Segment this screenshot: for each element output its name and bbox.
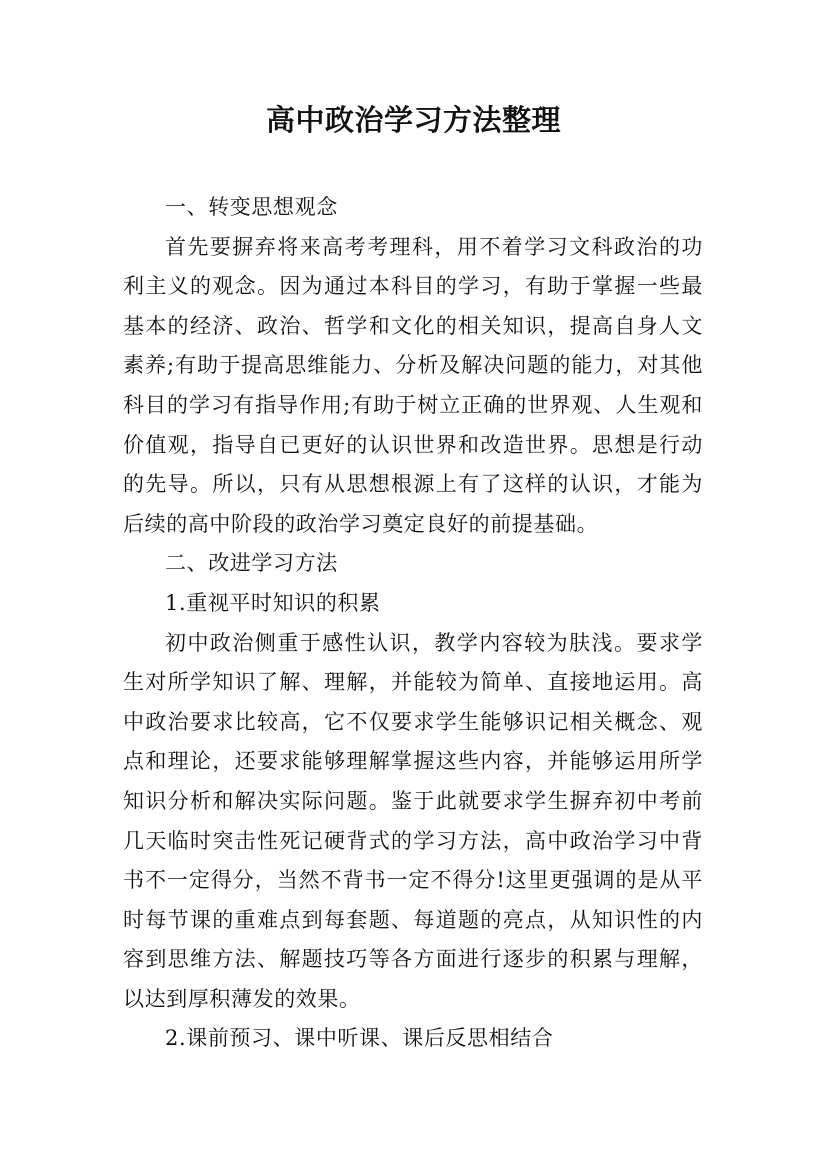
document-title: 高中政治学习方法整理 [265, 103, 561, 137]
subsection-heading-2: 2.课前预习、课中听课、课后反思相结合 [165, 1026, 554, 1051]
paragraph: 首先要摒弃将来高考考理科，用不着学习文科政治的功利主义的观念。因为通过本科目的学习，有助于掌握一些最基本的经济、政治、哲学和文化的相关知识，提高自身人文素养;有助于提高思维能力、分析及解决问题的能力，对其他科目的学习有指导作用;有助于树立正确的世界观、人生观和价值观，指导自已更好的认识世界和改造世界。思想是行动的先导。所以，只有从思想根源上有了这样的认识，才能为后续的高中阶段的政治学习奠定良好的前提基础。 [123, 234, 703, 536]
section-heading-1: 一、转变思想观念 [165, 195, 338, 219]
paragraph: 初中政治侧重于感性认识，教学内容较为肤浅。要求学生对所学知识了解、理解，并能较为简单、直接地运用。高中政治要求比较高，它不仅要求学生能够识记相关概念、观点和理论，还要求能够理解掌握这些内容，并能够运用所学知识分析和解决实际问题。鉴于此就要求学生摒弃初中考前几天临时突击性死记硬背式的学习方法，高中政治学习中背书不一定得分，当然不背书一定不得分!这里更强调的是从平时每节课的重难点到每套题、每道题的亮点，从知识性的内容到思维方法、解题技巧等各方面进行逐步的积累与理解，以达到厚积薄发的效果。 [123, 630, 703, 1011]
document-body [123, 188, 703, 1059]
subsection-heading-1: 1.重视平时知识的积累 [165, 590, 381, 615]
section-heading-2: 二、改进学习方法 [165, 551, 338, 576]
